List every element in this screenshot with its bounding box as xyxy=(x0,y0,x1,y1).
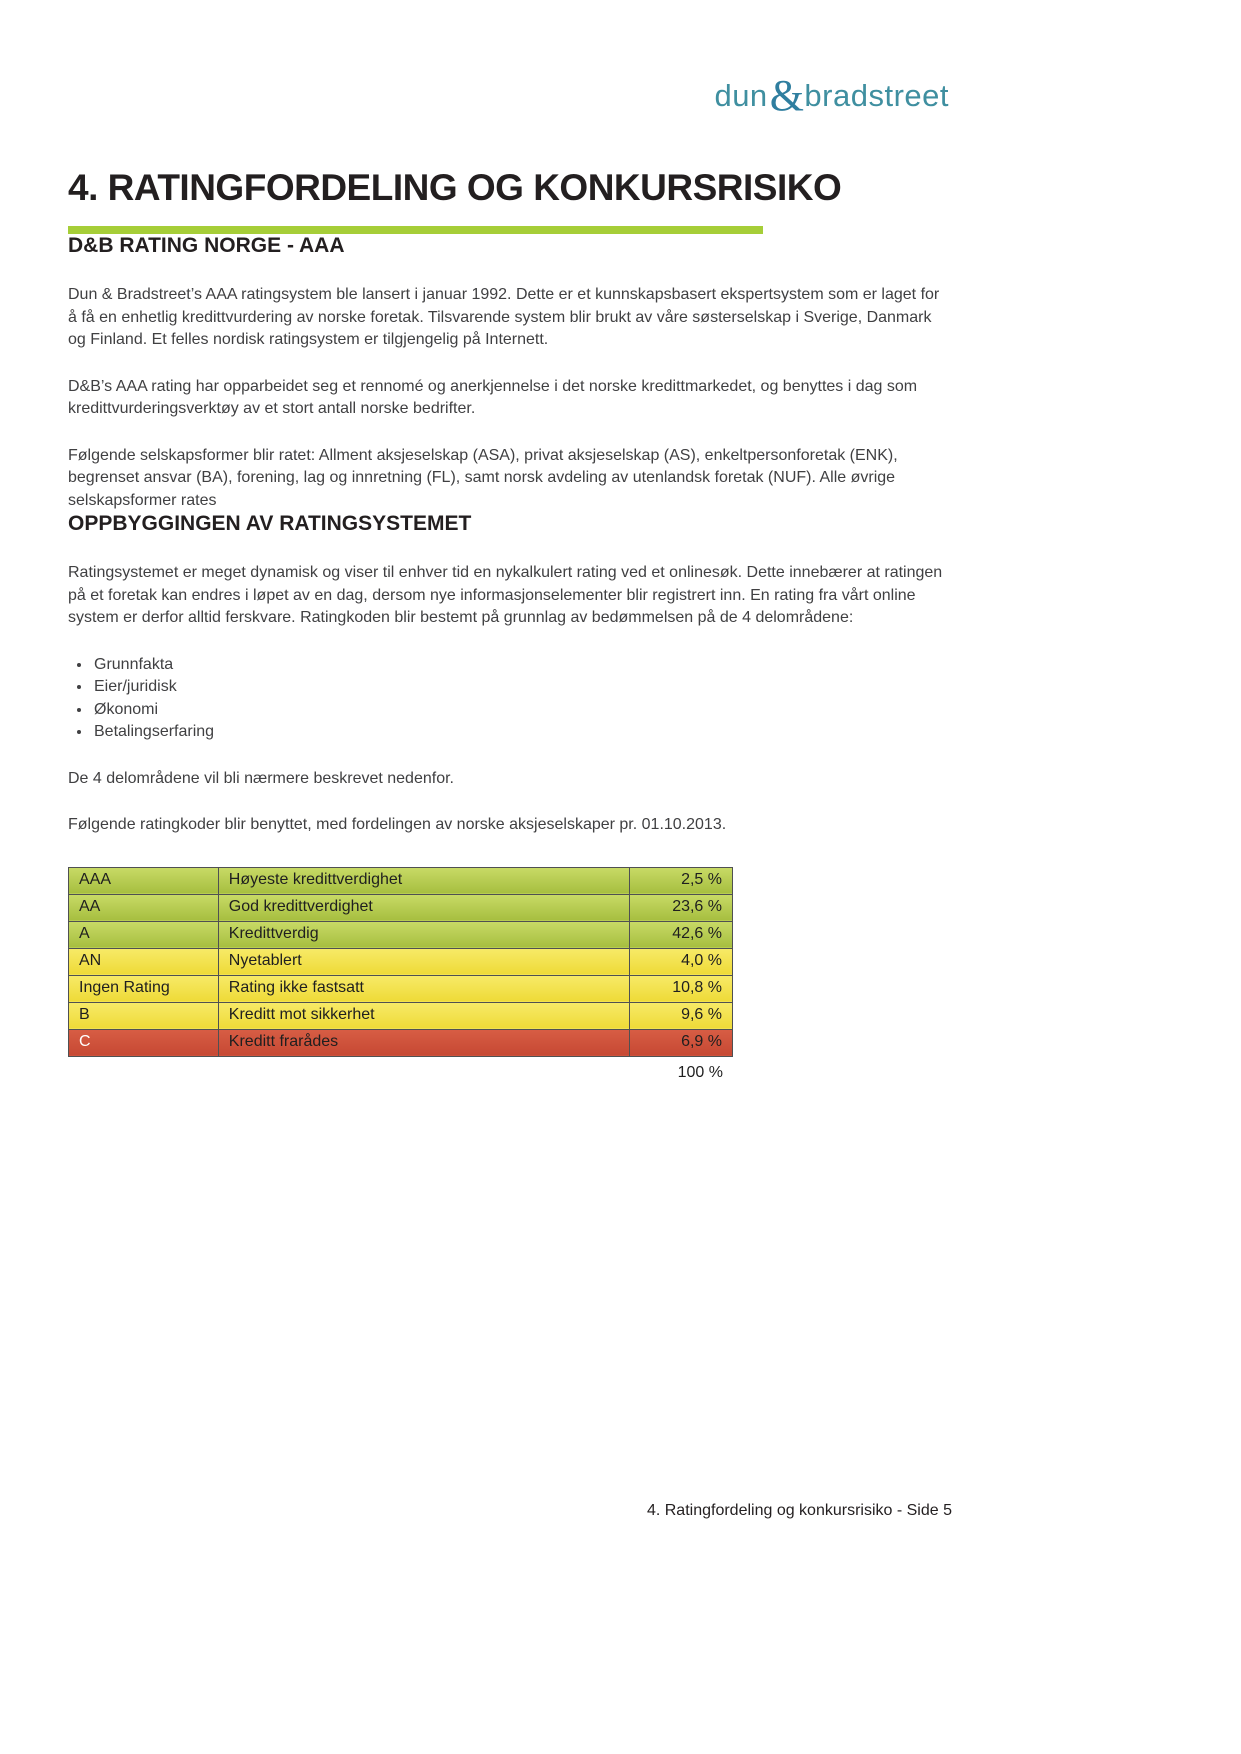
table-row xyxy=(69,894,733,921)
rating-desc-cell: Kredittverdig xyxy=(218,921,629,948)
rating-pct-cell: 9,6 % xyxy=(630,1002,733,1029)
section1-paragraph-1: Dun & Bradstreet’s AAA ratingsystem ble lansert i januar 1992. Dette er et kunnskapsbasert ekspertsystem som er laget for å få en enhetlig kredittvurdering av norske foretak. Tilsvarende system blir brukt av våre søsterselskap i Sverige, Danmark og Finland. Et felles nordisk ratingsystem er tilgjengelig på Internett. xyxy=(68,286,940,348)
table-row xyxy=(69,1029,733,1056)
rating-areas-list xyxy=(68,654,952,744)
table-total: 100 % xyxy=(677,1063,723,1081)
page-footer: 4. Ratingfordeling og konkursrisiko - Side 5 xyxy=(646,1502,952,1519)
table-row xyxy=(69,867,733,894)
rating-desc-cell: Kreditt mot sikkerhet xyxy=(218,1002,629,1029)
list-item: • Økonomi xyxy=(92,699,952,722)
section1-paragraph-3: Følgende selskapsformer blir ratet: Allment aksjeselskap (ASA), privat aksjeselskap (AS), enkeltpersonforetak (ENK), begrenset ansvar (BA), forening, lag og innretning (FL), samt norsk avdeling av utenlandsk foretak (NUF). Alle øvrige selskapsformer rates xyxy=(68,446,898,509)
rating-desc-cell: Høyeste kredittverdighet xyxy=(218,867,629,894)
table-row xyxy=(69,921,733,948)
rating-code-cell: C xyxy=(69,1029,219,1056)
table-row xyxy=(69,1002,733,1029)
rating-pct-cell: 10,8 % xyxy=(630,975,733,1002)
title-accent-rule xyxy=(68,226,763,234)
section1-heading: D&B RATING NORGE - AAA xyxy=(68,234,345,257)
rating-pct-cell: 23,6 % xyxy=(630,894,733,921)
rating-code-cell: AAA xyxy=(69,867,219,894)
after-bullets-paragraph: De 4 delområdene vil bli nærmere beskrevet nedenfor. xyxy=(68,769,454,787)
rating-code-cell: Ingen Rating xyxy=(69,975,219,1002)
logo-text-bradstreet: bradstreet xyxy=(804,78,949,113)
rating-code-cell: A xyxy=(69,921,219,948)
list-item: • Betalingserfaring xyxy=(92,721,952,744)
table-intro-paragraph: Følgende ratingkoder blir benyttet, med fordelingen av norske aksjeselskaper pr. 01.10.2013. xyxy=(68,816,727,833)
rating-distribution-table xyxy=(68,867,733,1057)
section1-paragraph-2: D&B’s AAA rating har opparbeidet seg et rennomé og anerkjennelse i det norske kredittmarkedet, og benyttes i dag som kredittvurderingsverktøy av et stort antall norske bedrifter. xyxy=(68,377,918,417)
rating-desc-cell: God kredittverdighet xyxy=(218,894,629,921)
rating-pct-cell: 4,0 % xyxy=(630,948,733,975)
rating-code-cell: AN xyxy=(69,948,219,975)
page-content xyxy=(68,0,952,1082)
rating-pct-cell: 6,9 % xyxy=(630,1029,733,1056)
section2-heading: OPPBYGGINGEN AV RATINGSYSTEMET xyxy=(68,512,472,535)
rating-pct-cell: 2,5 % xyxy=(630,867,733,894)
list-item: • Eier/juridisk xyxy=(92,676,952,699)
table-row xyxy=(69,975,733,1002)
rating-pct-cell: 42,6 % xyxy=(630,921,733,948)
logo-ampersand-icon: & xyxy=(769,71,805,120)
rating-code-cell: AA xyxy=(69,894,219,921)
table-row xyxy=(69,948,733,975)
page-title: 4. RATINGFORDELING OG KONKURSRISIKO xyxy=(68,167,842,208)
list-item: • Grunnfakta xyxy=(92,654,952,677)
logo-text-dun: dun xyxy=(714,78,768,113)
section2-intro-paragraph: Ratingsystemet er meget dynamisk og viser til enhver tid en nykalkulert rating ved et onlinesøk. Dette innebærer at ratingen på et foretak kan endres i løpet av en dag, dersom nye informasjonselementer blir registrert inn. En rating fra vårt online system er derfor alltid ferskvare. Ratingkoden blir bestemt på grunnlag av bedømmelsen på de 4 delområdene: xyxy=(68,564,943,626)
rating-desc-cell: Kreditt frarådes xyxy=(218,1029,629,1056)
rating-desc-cell: Nyetablert xyxy=(218,948,629,975)
rating-code-cell: B xyxy=(69,1002,219,1029)
rating-desc-cell: Rating ikke fastsatt xyxy=(218,975,629,1002)
